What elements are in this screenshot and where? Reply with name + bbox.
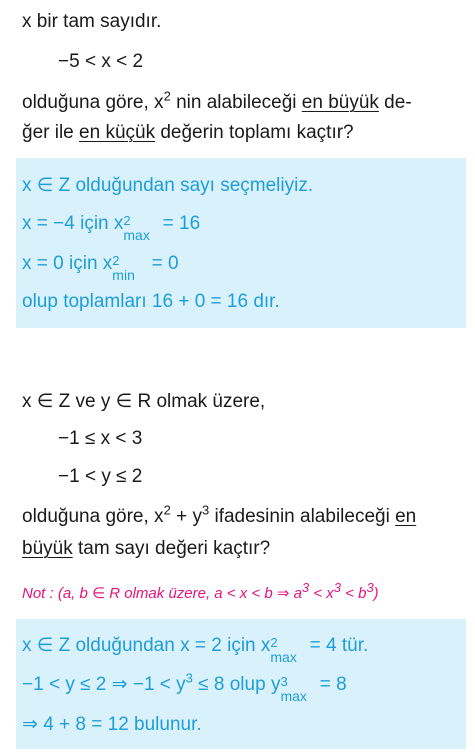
solution1-line4: olup toplamları 16 + 0 = 16 dır. — [22, 291, 280, 312]
problem2-inequality-x: −1 ≤ x < 3 — [58, 428, 143, 449]
problem1-intro: x bir tam sayıdır. — [22, 11, 162, 32]
solution1-line3: x = 0 için x 2 min = 0 — [22, 253, 179, 283]
solution2-line1: x ∈ Z olduğundan x = 2 için x 2 max = 4 tür. — [22, 635, 369, 665]
problem2-note: Not : (a, b ∈ R olmak üzere, a < x < b ⇒ $a^3 < x^3 < b^3$) — [22, 580, 379, 602]
underline-en-buyuk: en büyük — [301, 92, 379, 113]
underline-buyuk: büyük — [22, 538, 73, 559]
solution1-line1: x ∈ Z olduğundan sayı seçmeliyiz. — [22, 175, 314, 196]
solution1-line2: x = −4 için x 2 max = 16 — [22, 213, 201, 243]
problem1-question-line2: ğer ile en küçük değerin toplamı kaçtır? — [22, 122, 354, 143]
problem1-inequality: −5 < x < 2 — [58, 51, 144, 72]
problem1-question-line1: olduğuna göre, $x^2$ nin alabileceği en büyük de- — [22, 88, 412, 113]
solution2-line3: ⇒ 4 + 8 = 12 bulunur. — [22, 714, 202, 735]
underline-en: en — [395, 506, 417, 527]
problem2-intro: x ∈ Z ve y ∈ R olmak üzere, — [22, 391, 266, 412]
problem2-inequality-y: −1 < y ≤ 2 — [58, 466, 143, 487]
solution2-line2: −1 < y ≤ 2 ⇒ $-1 < y^3 \le 8$ olup y 3 max = 8 — [22, 670, 347, 704]
problem2-question-line1: olduğuna göre, $x^2 + y^3$ ifadesinin alabileceği en — [22, 502, 417, 527]
underline-en-kucuk: en küçük — [79, 122, 156, 143]
problem2-question-line2: büyük tam sayı değeri kaçtır? — [22, 538, 271, 559]
